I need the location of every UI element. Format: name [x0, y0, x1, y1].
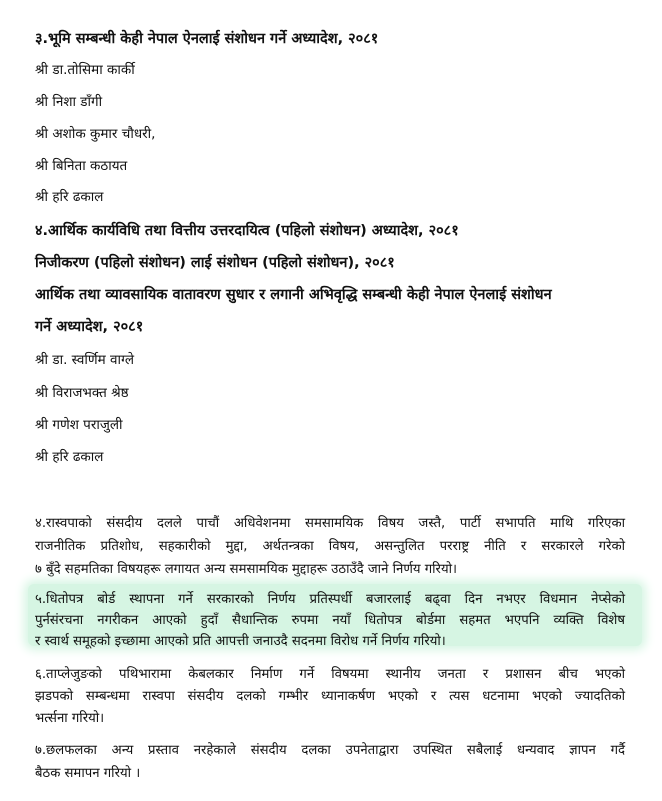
paragraph-line: ७ बुँदे सहमतिका विषयहरू लगायत अन्य समसामयिक मुद्दाहरू उठाउँदै जाने निर्णय गरियो।	[35, 562, 458, 577]
section-3-member: श्री डा.तोसिमा कार्की	[35, 62, 135, 78]
section-4-title-line: आर्थिक तथा व्यावसायिक वातावरण सुधार र लगानी अभिवृद्धि सम्बन्धी केही नेपाल ऐनलाई संशोधन	[35, 287, 552, 303]
section-3-member: श्री अशोक कुमार चौधरी,	[35, 126, 156, 142]
paragraph-line: ४.रास्वपाको संसदीय दलले पाचौं अधिवेशनमा समसामयिक विषय जस्तै, पार्टी सभापति माथि गरिएका	[35, 516, 625, 531]
section-3-title: ३.भूमि सम्बन्धी केही नेपाल ऐनलाई संशोधन गर्ने अध्यादेश, २०८१	[35, 31, 379, 47]
paragraph-line: भर्त्सना गरियो।	[35, 711, 105, 726]
paragraph-line: राजनीतिक प्रतिशोध, सहकारीको मुद्दा, अर्थतन्त्रका विषय, असन्तुलित परराष्ट्र नीति र सरकारले गरेको	[35, 539, 625, 554]
paragraph-line: ६.ताप्लेजुङको पथिभारामा केबलकार निर्माण गर्ने विषयमा स्थानीय जनता र प्रशासन बीच भएको	[35, 667, 625, 682]
section-4-title-line: गर्ने अध्यादेश, २०८१	[35, 319, 144, 335]
section-4-member: श्री डा. स्वर्णिम वाग्ले	[35, 352, 134, 368]
section-4-member: श्री हरि ढकाल	[35, 449, 104, 465]
section-3-member: श्री बिनिता कठायत	[35, 158, 128, 174]
paragraph-line: झडपको सम्बन्धमा रास्वपा संसदीय दलको गम्भीर ध्यानाकर्षण भएको र त्यस धटनामा भएको ज्यादतिको	[35, 689, 625, 704]
paragraph-line: बैठक समापन गरियो ।	[35, 766, 141, 781]
section-4-member: श्री गणेश पराजुली	[35, 417, 123, 433]
section-4-member: श्री विराजभक्त श्रेष्ठ	[35, 385, 129, 401]
paragraph-line: पुर्नसंरचना नगरीकन आएको हुदाँ सैधान्तिक रुपमा नयाँ धितोपत्र बोर्डमा सहमत भएपनि व्यक्ति विशेष	[35, 613, 625, 628]
paragraph-line: ५.धितोपत्र बोर्ड स्थापना गर्ने सरकारको निर्णय प्रतिस्पर्धी बजारलाई बढ्वा दिन नभएर विधमान नेप्सेको	[35, 592, 625, 607]
section-3-member: श्री हरि ढकाल	[35, 189, 104, 205]
paragraph-line: ७.छलफलका अन्य प्रस्ताव नरहेकाले संसदीय दलका उपनेताद्वारा उपस्थित सबैलाई धन्यवाद ज्ञापन गर्दै	[35, 743, 625, 758]
section-4-title-line: निजीकरण (पहिलो संशोधन) लाई संशोधन (पहिलो संशोधन), २०८१	[35, 255, 395, 271]
paragraph-line: र स्वार्थ समूहको इच्छामा आएको प्रति आपत्ती जनाउदै सदनमा विरोध गर्ने निर्णय गरियो।	[35, 634, 446, 649]
section-3-member: श्री निशा डाँगी	[35, 94, 103, 110]
section-4-title-line: ४.आर्थिक कार्यविधि तथा वित्तीय उत्तरदायित्व (पहिलो संशोधन) अध्यादेश, २०८१	[35, 223, 459, 239]
